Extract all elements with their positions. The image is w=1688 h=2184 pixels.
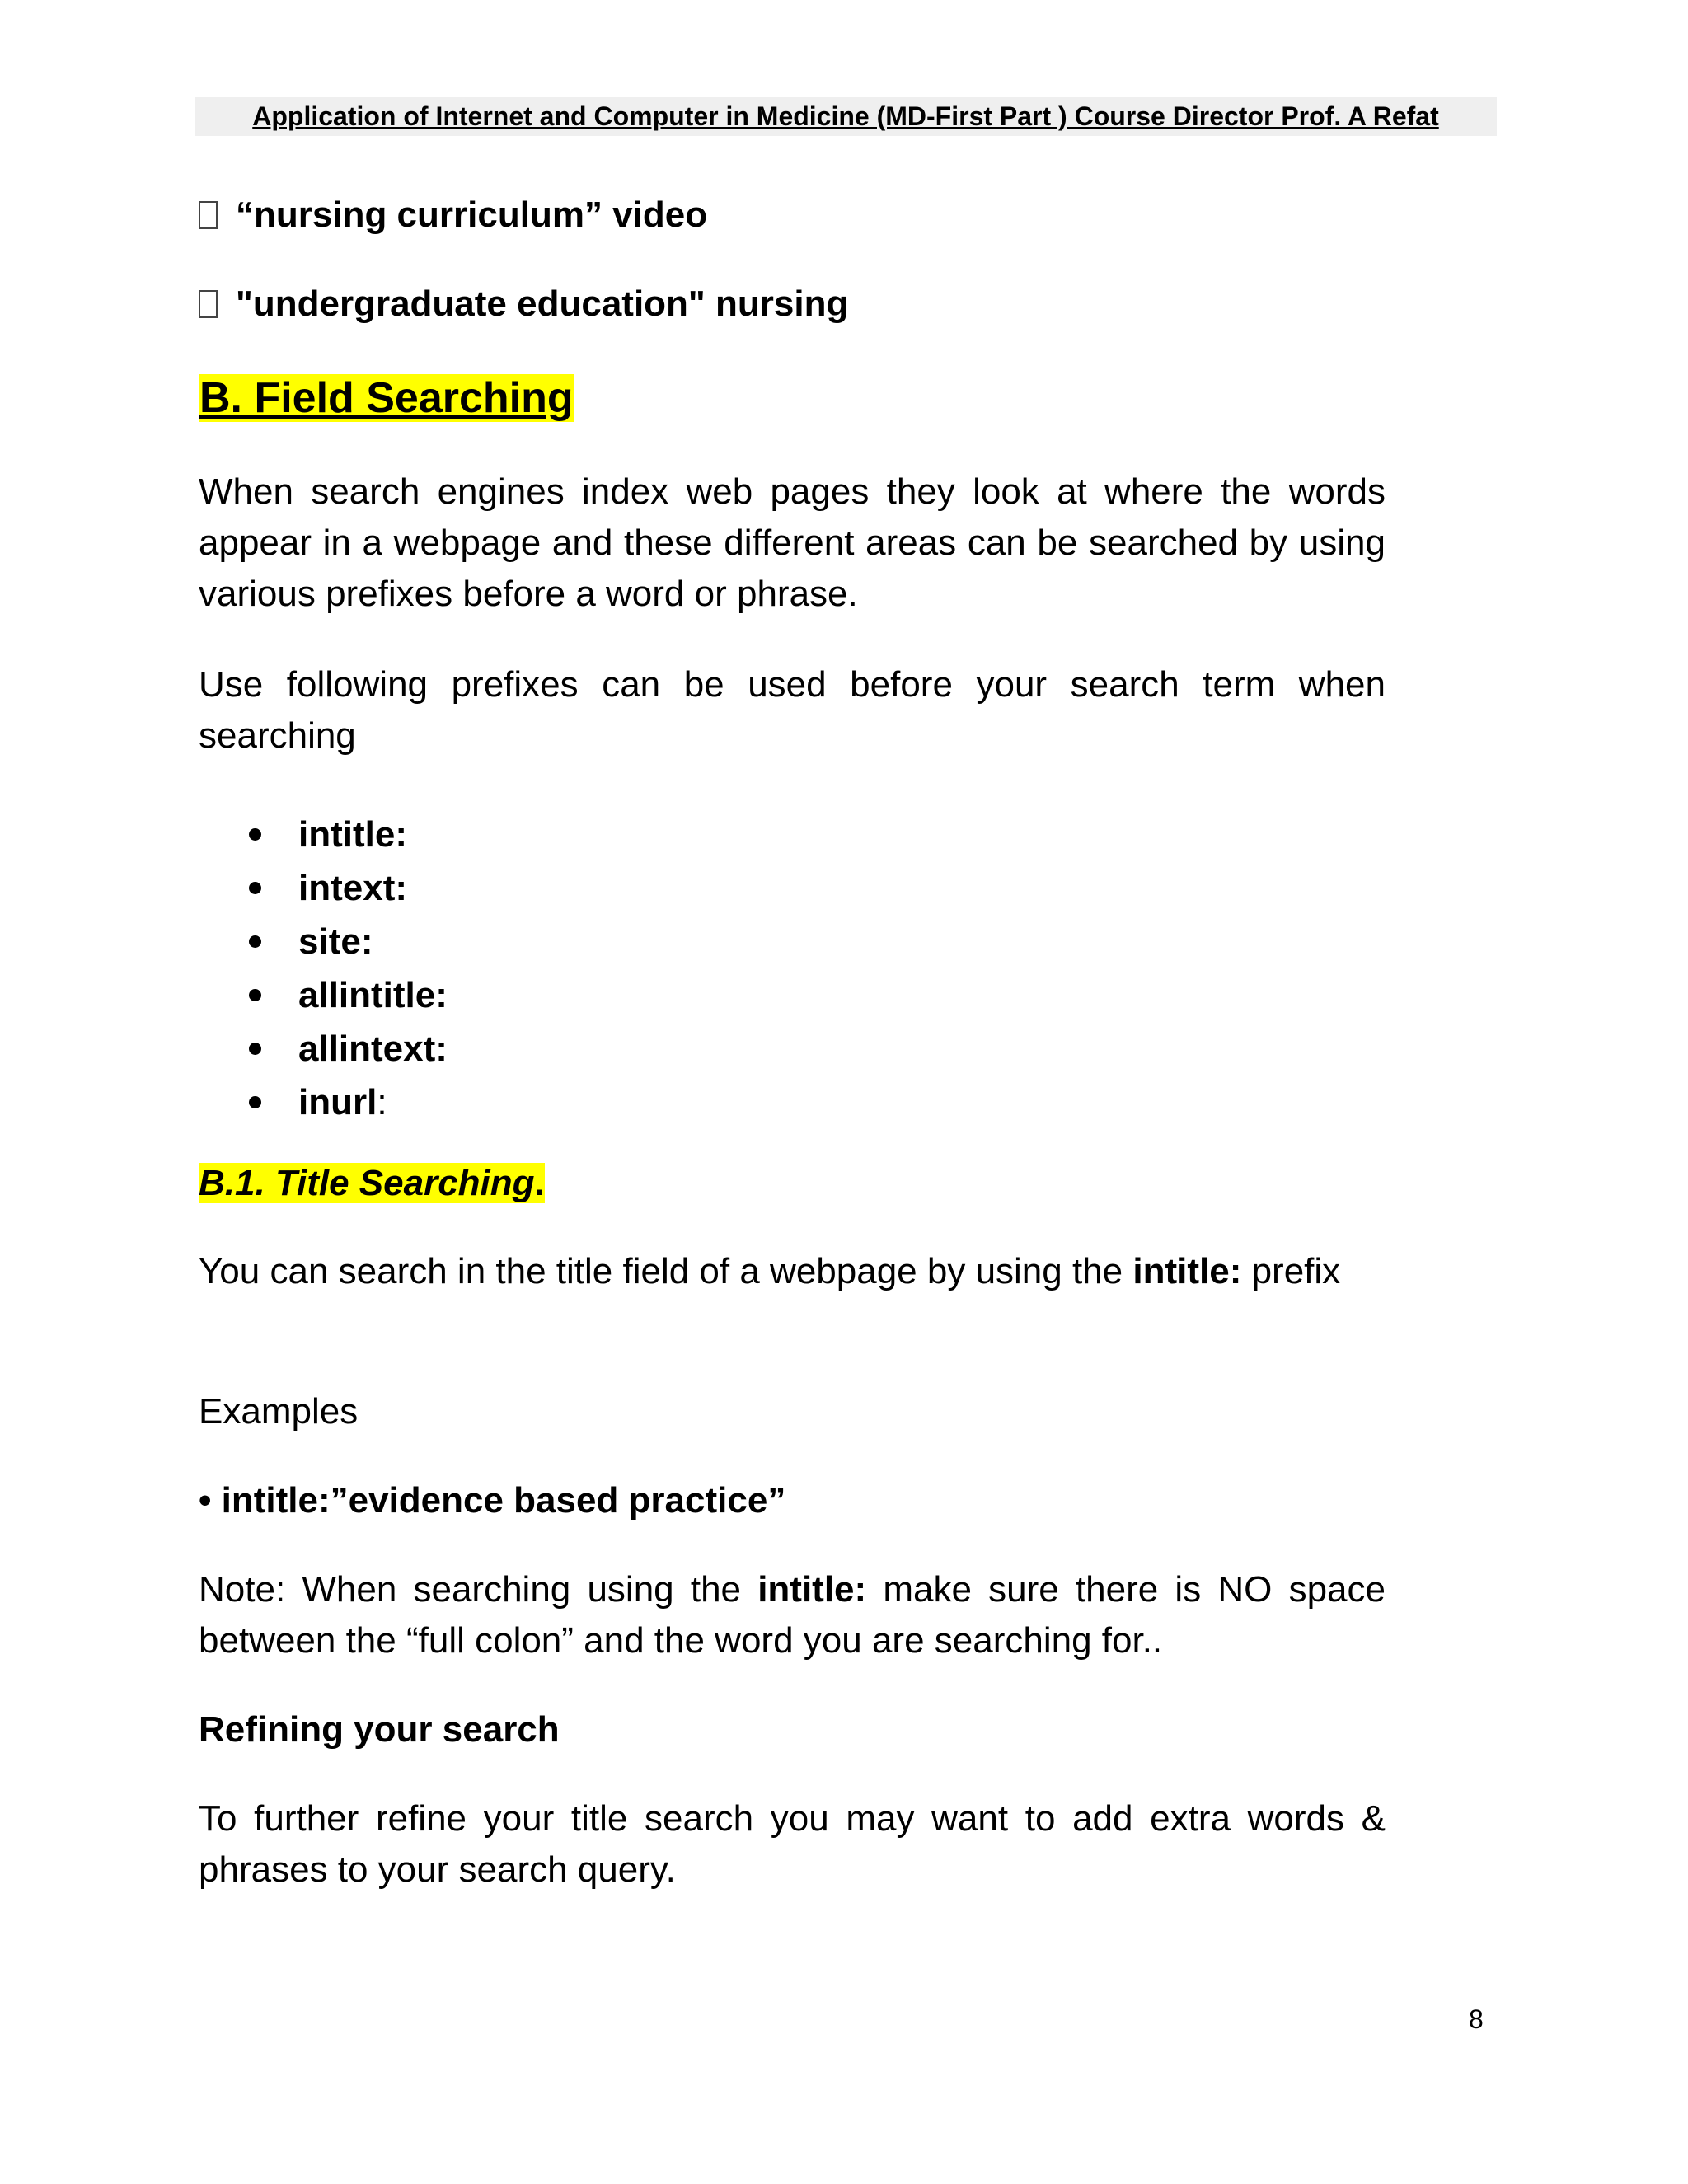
section-b1-heading-wrap xyxy=(199,1160,545,1207)
prefix-name: site: xyxy=(298,921,373,962)
refine-paragraph: To further refine your title search you may want to add extra words & phrases to your search query. xyxy=(199,1798,1386,1890)
prefix-list-item xyxy=(249,861,448,915)
bullet-icon xyxy=(249,1096,261,1108)
note-text-bold: intitle: xyxy=(757,1569,867,1610)
section-b-heading-wrap xyxy=(199,373,574,424)
prefix-name: inurl xyxy=(298,1082,377,1122)
bullet-icon xyxy=(249,828,261,841)
examples-label: Examples xyxy=(199,1391,359,1432)
bullet-icon xyxy=(249,882,261,894)
section-b-paragraph-2: Use following prefixes can be used before your search term when searching xyxy=(199,664,1386,756)
note-text-pre: Note: When searching using the xyxy=(199,1569,758,1610)
prefix-list-item xyxy=(249,808,448,861)
search-example-2 xyxy=(199,284,848,325)
section-b1-heading-end: . xyxy=(534,1163,545,1203)
prefix-list-item xyxy=(249,968,448,1022)
prefix-name: allintitle: xyxy=(298,975,448,1015)
note-text-post: make sure there is NO space between the “full colon” and the word you are searching for.. xyxy=(199,1569,1386,1661)
section-b-heading: B. Field Searching xyxy=(199,374,574,422)
prefix-name: intitle: xyxy=(298,814,407,855)
refine-heading: Refining your search xyxy=(199,1709,560,1750)
prefix-list-item xyxy=(249,1076,448,1129)
bullet-icon xyxy=(249,935,261,948)
prefix-name: allintext: xyxy=(298,1029,448,1069)
page-header: Application of Internet and Computer in Medicine (MD-First Part ) Course Director Prof. A Refat xyxy=(195,97,1497,136)
intro-text-bold: intitle: xyxy=(1132,1251,1242,1291)
page-number: 8 xyxy=(1469,2004,1484,2034)
intro-text-post: prefix xyxy=(1241,1251,1341,1291)
missing-glyph-icon xyxy=(199,201,218,229)
bullet-icon xyxy=(249,1043,261,1055)
section-b1-heading xyxy=(199,1163,545,1203)
bullet-icon xyxy=(249,989,261,1001)
intro-text-pre: You can search in the title field of a webpage by using the xyxy=(199,1251,1133,1291)
example-item: • intitle:”evidence based practice” xyxy=(199,1480,786,1521)
prefix-suffix: : xyxy=(377,1082,387,1122)
search-example-text: "undergraduate education" nursing xyxy=(236,284,849,324)
prefix-list-item xyxy=(249,1022,448,1076)
search-example-text: “nursing curriculum” video xyxy=(236,194,708,235)
search-example-1 xyxy=(199,194,707,236)
section-b1-intro xyxy=(199,1246,1386,1297)
note-paragraph xyxy=(199,1564,1386,1666)
missing-glyph-icon xyxy=(199,290,218,318)
prefix-list xyxy=(249,808,448,1129)
section-b1-heading-text: B.1. Title Searching xyxy=(199,1163,535,1203)
section-b-paragraph-1: When search engines index web pages they look at where the words appear in a webpage and these different areas can be searched by using various prefixes before a word or phrase. xyxy=(199,471,1386,614)
prefix-name: intext: xyxy=(298,868,407,908)
prefix-list-item xyxy=(249,915,448,968)
